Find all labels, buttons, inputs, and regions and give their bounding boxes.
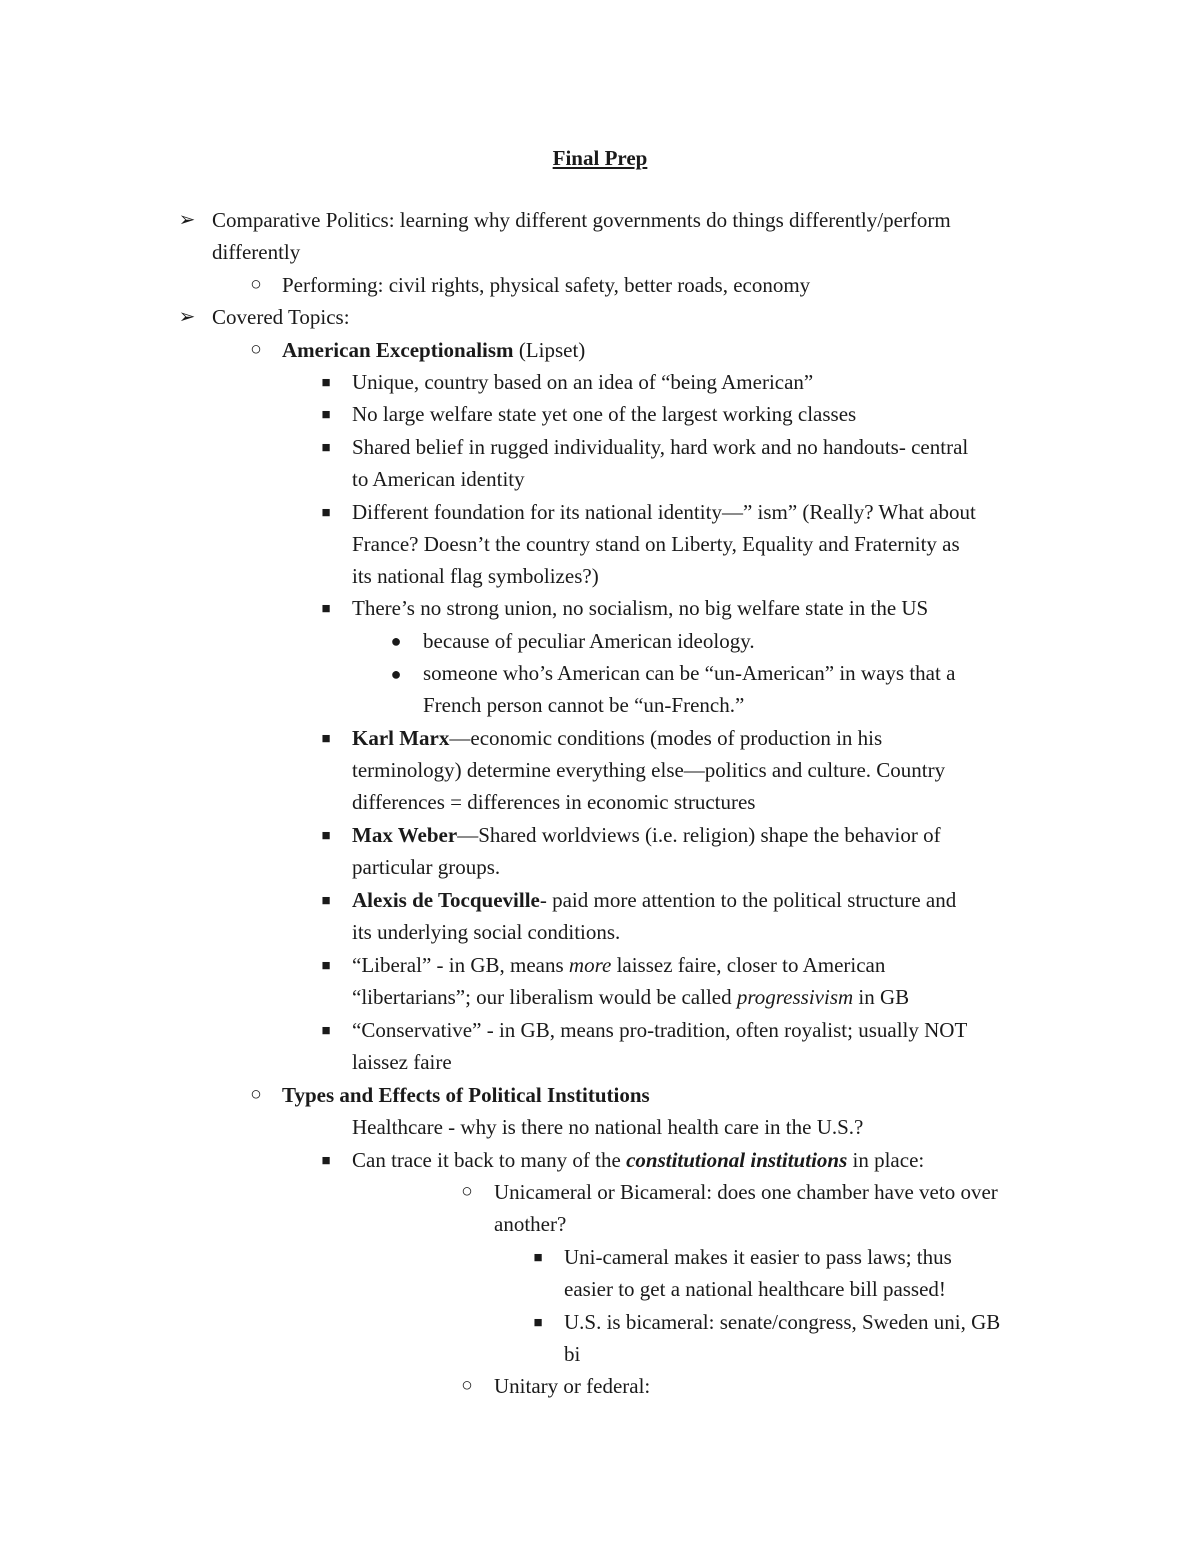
bullet-constitutional-institutions (352, 1146, 924, 1174)
text-constitutional-institutions: constitutional institutions (626, 1148, 848, 1172)
name-karl-marx: Karl Marx (352, 726, 450, 750)
text-liberal-pre: “Liberal” - in GB, means (352, 953, 569, 977)
bullet-liberal (352, 951, 885, 979)
text-progressivism: progressivism (736, 985, 854, 1009)
bullet-tocqueville (352, 886, 956, 914)
bullet-un-american: someone who’s American can be “un-American” in ways that a (423, 661, 956, 685)
bullet-peculiar-ideology: because of peculiar American ideology. (423, 629, 755, 653)
dot-bullet-icon: ● (390, 664, 402, 684)
bullet-unitary-federal: Unitary or federal: (494, 1374, 651, 1398)
square-bullet-icon: ■ (321, 601, 331, 617)
square-bullet-icon: ■ (321, 731, 331, 747)
bullet-un-american-cont: French person cannot be “un-French.” (423, 693, 745, 717)
bullet-no-welfare-state: No large welfare state yet one of the largest working classes (352, 402, 857, 426)
square-bullet-icon: ■ (533, 1315, 543, 1331)
bullet-no-strong-union: There’s no strong union, no socialism, no big welfare state in the US (352, 596, 929, 620)
bullet-karl-marx-cont1: terminology) determine everything else—politics and culture. Country (352, 758, 946, 782)
text-max-weber: —Shared worldviews (i.e. religion) shape the behavior of (457, 823, 941, 847)
bullet-comparative-politics-cont: differently (212, 240, 301, 264)
square-bullet-icon: ■ (321, 1023, 331, 1039)
bullet-conservative: “Conservative” - in GB, means pro-tradition, often royalist; usually NOT (352, 1018, 968, 1042)
bullet-uni-cameral-easier-cont: easier to get a national healthcare bill passed! (564, 1277, 946, 1301)
heading-american-exceptionalism: American Exceptionalism (282, 338, 514, 362)
text-can-trace: Can trace it back to many of the (352, 1148, 627, 1172)
name-tocqueville: Alexis de Tocqueville (352, 888, 540, 912)
bullet-karl-marx (352, 724, 882, 752)
text-in-gb: in GB (853, 985, 910, 1009)
square-bullet-icon: ■ (321, 440, 331, 456)
square-bullet-icon: ■ (533, 1250, 543, 1266)
bullet-liberal-cont (352, 983, 909, 1011)
bullet-different-foundation-cont2: its national flag symbolizes?) (352, 564, 599, 588)
square-bullet-icon: ■ (321, 958, 331, 974)
circle-bullet-icon: ○ (461, 1375, 473, 1396)
square-bullet-icon: ■ (321, 1153, 331, 1169)
square-bullet-icon: ■ (321, 407, 331, 423)
square-bullet-icon: ■ (321, 375, 331, 391)
text-in-place: in place: (847, 1148, 925, 1172)
circle-bullet-icon: ○ (250, 1084, 262, 1105)
heading-types-and-effects: Types and Effects of Political Institutions (282, 1083, 650, 1107)
square-bullet-icon: ■ (321, 893, 331, 909)
page-title: Final Prep (552, 146, 648, 170)
bullet-shared-belief: Shared belief in rugged individuality, hard work and no handouts- central (352, 435, 969, 459)
arrow-bullet-icon: ➢ (178, 209, 196, 231)
text-liberal-post: laissez faire, closer to American (611, 953, 886, 977)
bullet-max-weber-cont: particular groups. (352, 855, 501, 879)
bullet-us-bicameral: U.S. is bicameral: senate/congress, Sweden uni, GB (564, 1310, 1001, 1334)
text-karl-marx: —economic conditions (modes of production in his (449, 726, 883, 750)
bullet-us-bicameral-cont: bi (564, 1342, 581, 1366)
text-tocqueville: - paid more attention to the political structure and (539, 888, 957, 912)
bullet-karl-marx-cont2: differences = differences in economic structures (352, 790, 756, 814)
bullet-performing: Performing: civil rights, physical safety, better roads, economy (282, 273, 811, 297)
bullet-different-foundation-cont1: France? Doesn’t the country stand on Liberty, Equality and Fraternity as (352, 532, 960, 556)
bullet-covered-topics: Covered Topics: (212, 305, 350, 329)
bullet-unicameral-bicameral-cont: another? (494, 1212, 567, 1236)
bullet-max-weber (352, 821, 941, 849)
text-lipset: (Lipset) (513, 338, 586, 362)
bullet-tocqueville-cont: its underlying social conditions. (352, 920, 621, 944)
circle-bullet-icon: ○ (250, 274, 262, 295)
bullet-unicameral-bicameral: Unicameral or Bicameral: does one chamber have veto over (494, 1180, 998, 1204)
square-bullet-icon: ■ (321, 505, 331, 521)
bullet-unique-country: Unique, country based on an idea of “being American” (352, 370, 814, 394)
arrow-bullet-icon: ➢ (178, 306, 196, 328)
circle-bullet-icon: ○ (461, 1181, 473, 1202)
bullet-conservative-cont: laissez faire (352, 1050, 452, 1074)
bullet-uni-cameral-easier: Uni-cameral makes it easier to pass laws; thus (564, 1245, 952, 1269)
circle-bullet-icon: ○ (250, 339, 262, 360)
bullet-types-and-effects (282, 1081, 650, 1109)
bullet-american-exceptionalism (282, 336, 585, 364)
bullet-different-foundation: Different foundation for its national identity—” ism” (Really? What about (352, 500, 976, 524)
bullet-shared-belief-cont: to American identity (352, 467, 525, 491)
text-healthcare-question: Healthcare - why is there no national health care in the U.S.? (352, 1115, 864, 1139)
text-liberal-more: more (568, 953, 612, 977)
text-libertarians: “libertarians”; our liberalism would be called (352, 985, 737, 1009)
bullet-comparative-politics: Comparative Politics: learning why different governments do things differently/perform (212, 208, 951, 232)
square-bullet-icon: ■ (321, 828, 331, 844)
dot-bullet-icon: ● (390, 631, 402, 651)
name-max-weber: Max Weber (352, 823, 458, 847)
